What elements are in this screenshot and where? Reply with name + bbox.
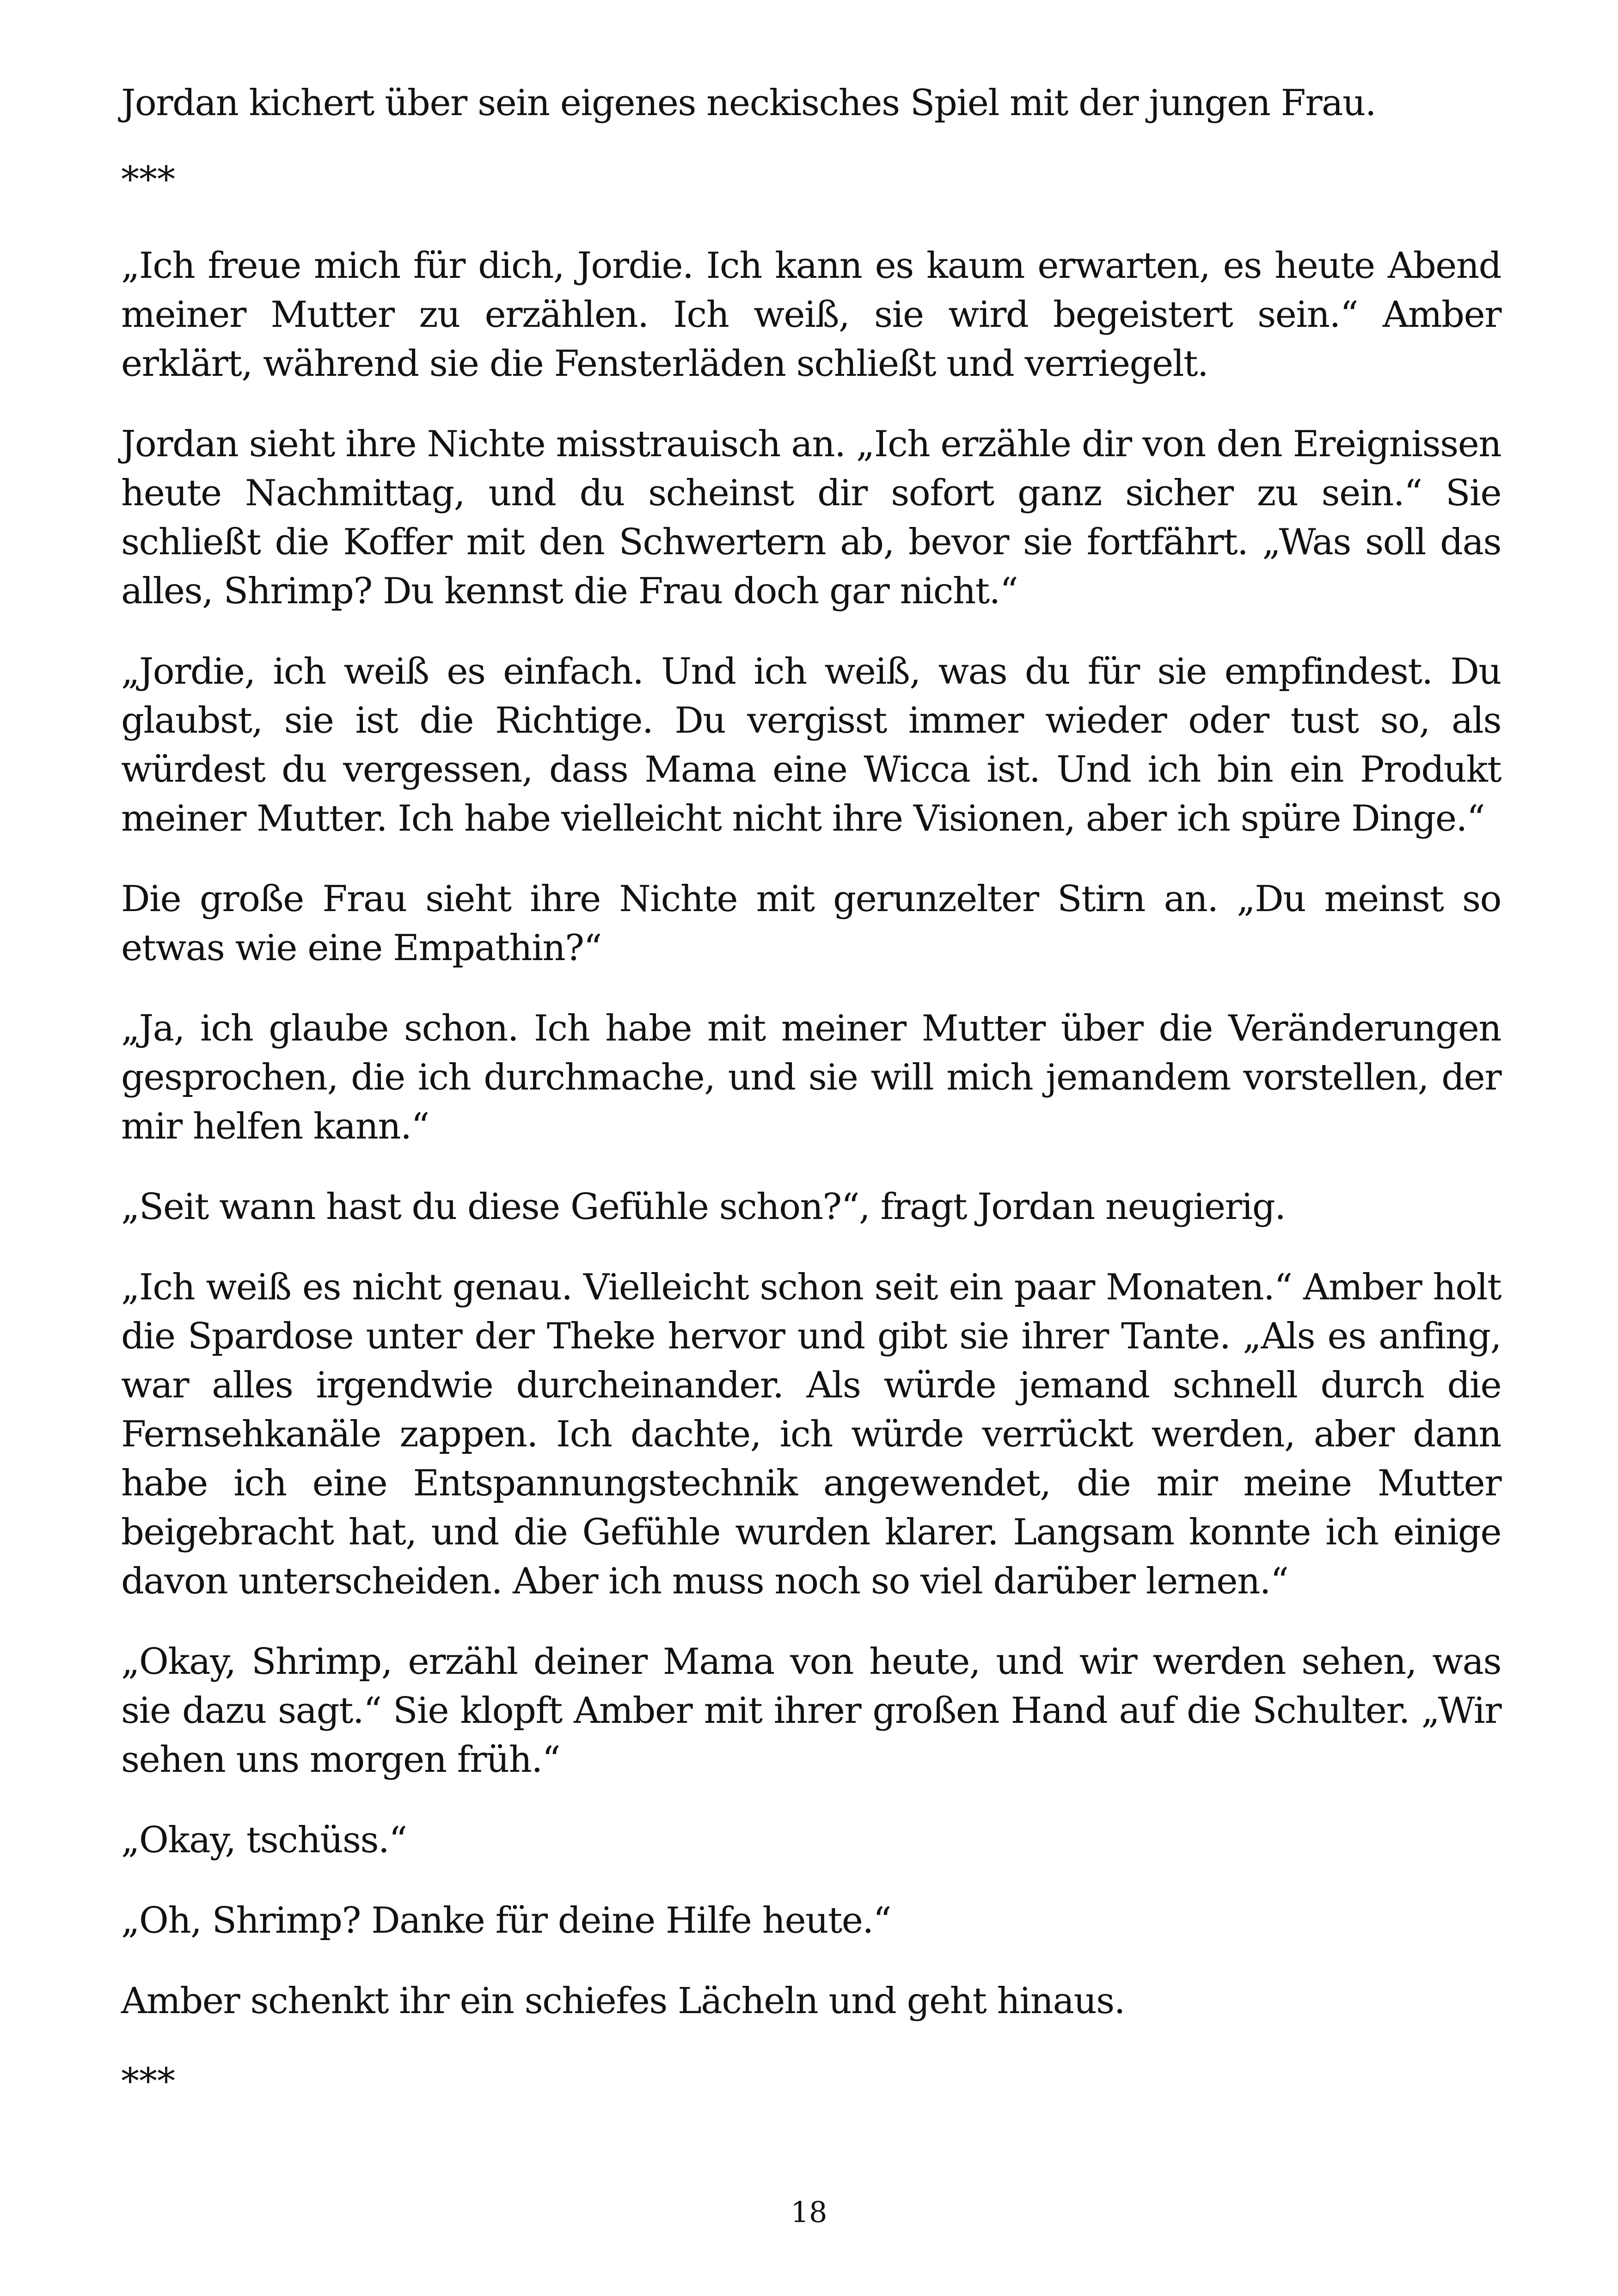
paragraph-7: „Seit wann hast du diese Gefühle schon?“, fragt Jordan neugierig. [121,1186,1286,1228]
paragraph-8: „Ich weiß es nicht genau. Vielleicht schon seit ein paar Monaten.“ Amber holt die Spardose unter der Theke hervor und gibt sie ihrer Tante. „Als es anfing, war alles irgendwie durcheinander. Als würde jemand schnell durch die Fernsehkanäle zappen. Ich dachte, ich würde verrückt werden, aber dann habe ich eine Entspannungstechnik angewendet, die mir meine Mutter beigebracht hat, und die Gefühle wurden klarer. Langsam konnte ich einige davon unterscheiden. Aber ich muss noch so viel darüber lernen.“ [121,1267,1501,1602]
paragraph-3: Jordan sieht ihre Nichte misstrauisch an. „Ich erzähle dir von den Ereignissen heute Nachmittag, und du scheinst dir sofort ganz sicher zu sein.“ Sie schließt die Koffer mit den Schwertern ab, bevor sie fortfährt. „Was soll das alles, Shrimp? Du kennst die Frau doch gar nicht.“ [121,423,1501,612]
paragraph-4: „Jordie, ich weiß es einfach. Und ich weiß, was du für sie empfindest. Du glaubst, sie ist die Richtige. Du vergisst immer wieder oder tust so, als würdest du vergessen, dass Mama eine Wicca ist. Und ich bin ein Produkt meiner Mutter. Ich habe vielleicht nicht ihre Visionen, aber ich spüre Dinge.“ [121,651,1501,839]
paragraph-10: „Okay, tschüss.“ [121,1819,407,1861]
paragraph-2: „Ich freue mich für dich, Jordie. Ich kann es kaum erwarten, es heute Abend meiner Mutter zu erzählen. Ich weiß, sie wird begeistert sein.“ Amber erklärt, während sie die Fensterläden schließt und verriegelt. [121,245,1501,385]
paragraph-6: „Ja, ich glaube schon. Ich habe mit meiner Mutter über die Veränderungen gesprochen, die ich durchmache, und sie will mich jemandem vorstellen, der mir helfen kann.“ [121,1008,1501,1147]
page-number: 18 [791,2195,827,2229]
scene-separator-end: *** [121,2061,175,2102]
paragraph-12: Amber schenkt ihr ein schiefes Lächeln und geht hinaus. [121,1980,1125,2022]
scene-separator: *** [121,159,175,201]
page-body [121,79,1501,2143]
paragraph-5: Die große Frau sieht ihre Nichte mit gerunzelter Stirn an. „Du meinst so etwas wie eine Empathin?“ [121,878,1501,969]
paragraph-9: „Okay, Shrimp, erzähl deiner Mama von heute, und wir werden sehen, was sie dazu sagt.“ Sie klopft Amber mit ihrer großen Hand auf die Schulter. „Wir sehen uns morgen früh.“ [121,1641,1501,1781]
paragraph-11: „Oh, Shrimp? Danke für deine Hilfe heute.“ [121,1900,891,1941]
paragraph-1: Jordan kichert über sein eigenes neckisches Spiel mit der jungen Frau. [121,82,1376,124]
